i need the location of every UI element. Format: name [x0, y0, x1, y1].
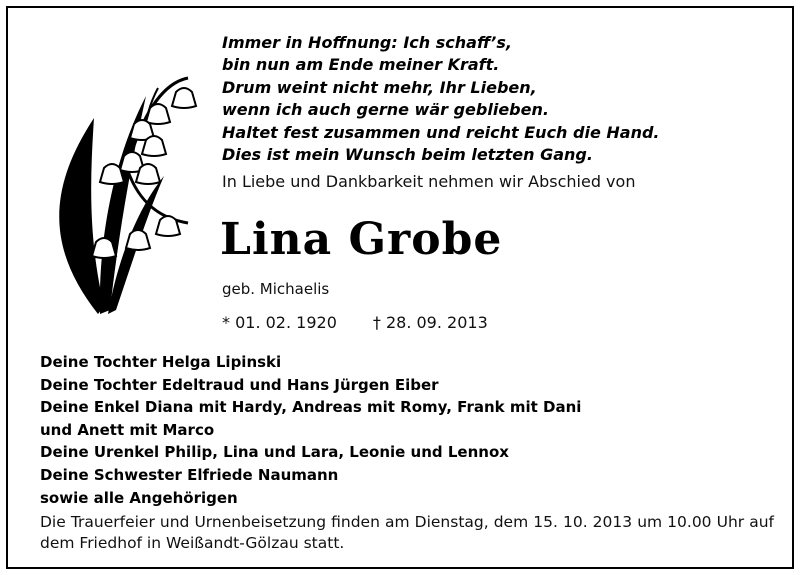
mourner-line: und Anett mit Marco	[40, 420, 215, 439]
life-dates	[222, 313, 488, 332]
mourner-line: Deine Urenkel Philip, Lina und Lara, Leonie und Lennox	[40, 443, 509, 462]
mourner-line: sowie alle Angehörigen	[40, 488, 238, 507]
lily-of-the-valley-icon	[38, 48, 208, 314]
mourner-line: Deine Tochter Helga Lipinski	[40, 353, 282, 371]
mourner-line: Deine Schwester Elfriede Naumann	[40, 465, 339, 484]
mourners-list	[40, 351, 581, 509]
poem-line: Immer in Hoffnung: Ich schaff’s,	[222, 33, 512, 52]
birth-name: geb. Michaelis	[222, 280, 330, 298]
death-date: † 28. 09. 2013	[372, 313, 488, 332]
poem-line: Dies ist mein Wunsch beim letzten Gang.	[222, 145, 593, 165]
poem-line: Haltet fest zusammen und reicht Euch die Hand.	[222, 122, 660, 142]
poem-line: bin nun am Ende meiner Kraft.	[222, 55, 500, 75]
deceased-name: Lina Grobe	[220, 214, 503, 265]
poem-line: wenn ich auch gerne wär geblieben.	[222, 100, 549, 120]
service-info: Die Trauerfeier und Urnenbeisetzung finden am Dienstag, dem 15. 10. 2013 um 10.00 Uhr auf dem Friedhof in Weißandt-Gölzau statt.	[40, 513, 774, 552]
obituary-card	[6, 6, 794, 569]
mourner-line: Deine Tochter Edeltraud und Hans Jürgen Eiber	[40, 375, 439, 394]
birth-date: * 01. 02. 1920	[222, 313, 337, 332]
poem-line: Drum weint nicht mehr, Ihr Lieben,	[222, 77, 537, 97]
mourner-line: Deine Enkel Diana mit Hardy, Andreas mit Romy, Frank mit Dani	[40, 398, 582, 417]
farewell-intro: In Liebe und Dankbarkeit nehmen wir Abschied von	[222, 172, 636, 191]
poem	[222, 32, 659, 166]
